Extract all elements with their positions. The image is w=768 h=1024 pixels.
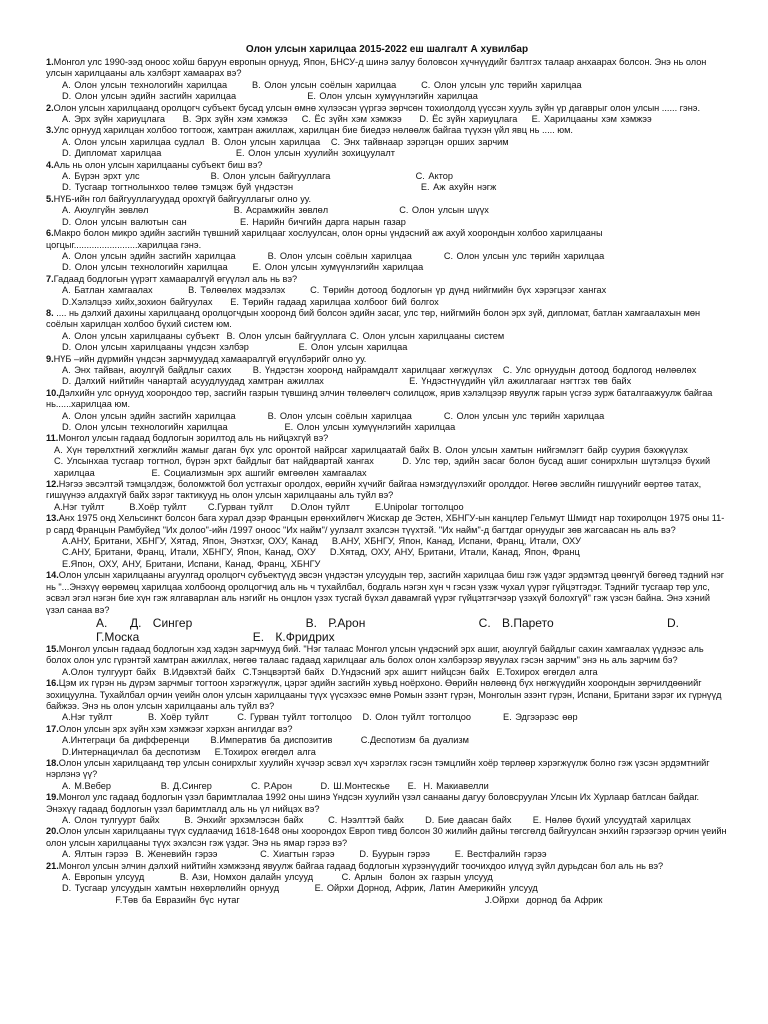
question-number: 14. — [46, 570, 59, 581]
question-body: Нэгээ эвсэлтэй тэмцэлдэж, боломжтой бол устгахыг оролдох, өөрийн хүчийг байгаа нэмэгдүүлэхийг оролддог. Нөгөө эвслийн гишүүнийг өөртөө татах, гишүүнээ алдахгүй байх зэрэг тактикууд нь олон улсын харилцааны аль туйл вэ? — [46, 479, 702, 501]
question-block — [46, 194, 728, 228]
answer-options-line: А. Олон улсын эдийн засгийн харилцаа В. Олон улсын соёлын харилцаа С. Олон улсын улс төрийн харилцаа — [62, 250, 605, 261]
answer-options-line: D.Интернацичлал ба деспотизм Е.Тохирох өгөгдөл алга — [62, 746, 316, 757]
question-block — [46, 228, 728, 274]
answer-options-line: А.Нэг туйлт В. Хоёр туйлт С. Гурван туйлт тогтолцоо D. Олон туйлт тогтолцоо Е. Эдгээрээс өөр — [62, 712, 578, 723]
answer-options-line: D. Дипломат харилцаа Е. Олон улсын хуулийн зохицуулалт — [62, 148, 395, 159]
question-block — [46, 354, 728, 388]
question-text — [46, 194, 728, 205]
question-block — [46, 724, 728, 758]
question-number: 6. — [46, 228, 54, 239]
question-text — [46, 354, 728, 365]
answer-options-line: А. Олон улсын технологийн харилцаа В. Олон улсын соёлын харилцаа С. Олон улсын улс төрийн харилцаа — [62, 79, 582, 90]
question-number: 13. — [46, 513, 59, 524]
answer-options-line: D. Тусгаар улсуудын хамтын нөхөрлөлийн орнууд Е. Ойрхи Дорнод, Африк, Латин Америкийн улсууд — [62, 883, 538, 894]
answer-options-line: С.АНУ, Британи, Франц, Итали, ХБНГУ, Япон, Канад, ОХУ D.Хятад, ОХУ, АНУ, Британи, Итали, Канад, Япон, Франц — [62, 547, 580, 558]
answer-options-line: А.Интеграци ба дифференци В.Императив ба диспозитив С.Деспотизм ба дуализм — [62, 735, 469, 746]
answer-options-line: Е.Япон, ОХУ, АНУ, Британи, Испани, Канад, Франц, ХБНГУ — [62, 558, 321, 569]
question-block — [46, 57, 728, 103]
answer-options-line: А. Европын улсууд В. Ази, Номхон далайн улсууд С. Арлын болон эх газрын улсууд — [62, 872, 493, 883]
question-body: НҮБ-ийн гол байгууллагуудад орохгүй байгууллагыг олно уу. — [53, 193, 312, 204]
question-number: 7. — [46, 273, 54, 284]
question-number: 18. — [46, 757, 59, 768]
question-number: 21. — [46, 860, 59, 871]
question-text — [46, 644, 728, 667]
question-number: 9. — [46, 353, 54, 364]
question-body: Анх 1975 онд Хельсинкт болсон бага хурал дээр Францын ерөнхийлөгч Жискар де Эстен, ХБНГУ-ын канцлер Гельмут Шмидт нар тохиролцон 1975 оны 11-р сард Францын Рамбуйед "Их долоо"-ийн /1997 оноос "Их найм"/ уулзалт эхэлсэн түүхтэй. "Их найм"-д багтдаг орнуудыг зөв жагсаасан нь аль вэ? — [46, 513, 725, 535]
question-text — [46, 57, 728, 80]
answer-options-line: А. Олон тулгуурт байх В. Энхийг эрхэмлэсэн байх С. Нээлттэй байх D. Бие даасан байх Е. Нөлөө бүхий улсуудтай харилцах — [62, 815, 691, 825]
question-block — [46, 570, 728, 644]
question-text — [46, 792, 728, 815]
question-block — [46, 758, 728, 792]
question-body: .... нь дэлхий дахины харилцаанд оролцогчдын хооронд бий болсон эдийн засаг, улс төр, нийгмийн болон эрх зүй, дипломат, батлан хамгаалахын мөн соёлын харилцан холбоо бүхий систем юм. — [46, 307, 701, 330]
question-block — [46, 479, 728, 513]
answer-options-line: А. Энх тайван, аюулгүй байдлыг сахих В. Үндэстэн хооронд найрамдалт харилцааг хөгжүүлэх С. Улс орнуудын дотоод бодлогод нөлөөлөх — [62, 364, 697, 375]
answer-options-line: А.Нэг туйлт В.Хоёр туйлт С.Гурван туйлт D.Олон туйлт Е.Unipolar тогтолцоо — [54, 501, 464, 512]
question-block — [46, 513, 728, 570]
question-text — [46, 433, 728, 444]
answer-options-line: А. Эрх зүйн хариуцлага В. Эрх зүйн хэм хэмжээ С. Ёс зүйн хэм хэмжээ D. Ёс зүйн хариуцлага Е. Харилцааны хэм хэмжээ — [62, 114, 652, 125]
question-number: 15. — [46, 643, 59, 654]
answer-options-line: А. Аюулгүйн зөвлөл В. Асрамжийн зөвлөл С. Олон улсын шүүх — [62, 205, 489, 216]
question-text — [46, 228, 728, 251]
question-body: Улс орнууд харилцан холбоо тогтоож, хамтран ажиллаж, харилцан бие биедээ нөлөөлж байгаа түүхэн үйл явц нь ..... юм. — [53, 125, 573, 136]
question-block — [46, 308, 728, 354]
question-number: 10. — [46, 387, 59, 398]
question-body: Макро болон микро эдийн засгийн түвшний харилцааг хослуулсан, олон орны үндэсний аж ахуй хоорондын холбоо харилцааны цогцыг.........................харилцаа гэнэ. — [46, 228, 603, 250]
question-number: 3. — [46, 125, 54, 136]
answer-options-line: А. Ялтын гэрээ В. Женевийн гэрээ С. Хиагтын гэрээ D. Буурын гэрээ Е. Вестфалийн гэрээ — [62, 849, 547, 860]
question-text — [46, 513, 728, 536]
question-number: 12. — [46, 479, 59, 490]
answer-options-line: С. Улсынхаа тусгаар тогтнол, бүрэн эрхт байдлыг бат найдвартай хангах D. Улс төр, эдийн засаг болон бусад ашиг сонирхлын шүтэлцээ бүхий харилцаа Е. Социализмын эрх ашгийг өмгөөлөн хамгаалах — [54, 456, 714, 478]
question-body: Олон улсын харилцаанд оролцогч субъект бусад улсын өмнө хүлээсэн үүргээ зөрчсөн тохиолдолд үүссэн хууль зүйн үр дагаврыг олон улсын ...... гэнэ. — [53, 102, 701, 113]
question-text — [46, 678, 728, 712]
question-text — [46, 724, 728, 735]
question-block — [46, 125, 728, 159]
question-block — [46, 388, 728, 434]
question-text — [46, 826, 728, 849]
question-block — [46, 160, 728, 194]
page-title: Олон улсын харилцаа 2015-2022 еш шалгалт А хувилбар — [245, 44, 529, 55]
answer-options-line: D. Олон улсын валютын сан Е. Нарийн бичгийн дарга нарын газар — [62, 216, 406, 227]
question-body: Монгол улсын гадаад бодлогын хэд хэдэн зарчмууд бий. "Нэг талаас Монгол улсын үндэсний эрх ашиг, аюулгүй байдлыг сахин хамгаалах үүднээс аль болох олон улс гүрэнтэй хамтран ажиллах, нөгөө талаас гадаад харилцааг аль болох олон хэлбэрээр явуулах гэсэн зарчим" энэ нь аль зарчим бэ? — [46, 643, 704, 666]
answer-options-line: А. Олон улсын эдийн засгийн харилцаа В. Олон улсын соёлын харилцаа С. Олон улсын улс төрийн харилцаа — [62, 410, 605, 421]
question-body: Олон улсын харилцааны агуулгад оролцогч субъектүүд эвсэн үндэстэн улсуудын төр, засгийн харилцаа биш гэж үздэг эрдэмтэд цөөнгүй бөгөөд тэдний нэг нь "...Энэхүү өөрөмөц харилцаа холбоонд оролцогчид аль нь ч тухайлбал, бодгаль нэгэн хүн ч гэсэн үзэж чухал үүрэг гүйцэтгэдэг. Тэднийг тусгаар төр улс, эсвэл эгэл нэгэн бие хүн гэж ялгаварлан аль нэгийг нь онцлон үзэх тусгай бүхэл давамгай үүрэг гүйцэтгэгчээр үзэхүй болохгүй" гэж үзсэн байна. Энэ хэний үзэл санаа вэ? — [46, 570, 725, 615]
question-text — [46, 125, 728, 136]
answer-options-line: D. Олон улсын эдийн засгийн харилцаа Е. Олон улсын хумүүнлэгийн харилцаа — [62, 91, 478, 102]
question-number: 2. — [46, 102, 54, 113]
question-body: Олон улсын харилцаанд төр улсын сонирхлыг хуулийн хүчээр эсвэл хүч хэрэглэх гэсэн тэмцлийн хоёр төрлөөр хэрэгжүүлж болно гэж үзсэн эрдэмтнийг нэрлэнэ үү? — [46, 757, 710, 780]
question-text — [46, 160, 728, 171]
answer-options-line: А. Батлан хамгаалах В. Төлөөлөх мэдээлэх С. Төрийн дотоод бодлогын үр дүнд нийгмийн бүх хэрэгцээг хангах — [62, 285, 607, 296]
question-number: 19. — [46, 792, 59, 803]
question-number: 1. — [46, 57, 54, 67]
question-number: 11. — [46, 433, 59, 444]
question-block — [46, 103, 728, 126]
question-body: Олон улсын харилцааны түүх судлаачид 1618-1648 оны хоорондох Европ тивд болсон 30 жилийн дайны төгсгөлд байгуулсан энхийн гэрээгээр орчин үеийн олон улсын харилцааны түүх эхэлсэн гэж үздэг. Энэ нь ямар гэрээ вэ? — [46, 826, 727, 848]
answer-options-line: А. Хүн төрөлхтний хөгжлийн жамыг даган бүх улс оронтой найрсаг харилцаатай байх В. Олон улсын хамтын нийгэмлэгт байр суурия бэхжүүлэх — [54, 444, 688, 455]
answer-options-line: F.Төв ба Евразийн бүс нутаг J.Ойрхи дорнод ба Африк — [62, 894, 603, 905]
question-text — [46, 388, 728, 411]
question-block — [46, 274, 728, 308]
answer-options-line: D. Олон улсын технологийн харилцаа Е. Олон улсын хумүүнлэгийн харилцаа — [62, 422, 456, 432]
question-number: 8. — [46, 307, 54, 318]
question-body: Монгол улсын гадаад бодлогын зорилтод аль нь нийцэхгүй вэ? — [58, 433, 329, 444]
question-text — [46, 274, 728, 285]
question-text — [46, 570, 728, 616]
answer-options-line: А. Д. Сингер В. Р.Арон С. В.Парето D. Г.Моска Е. К.Фридрих — [96, 615, 691, 644]
question-block — [46, 861, 728, 907]
question-number: 5. — [46, 193, 54, 204]
question-block — [46, 792, 728, 826]
question-body: Гадаад бодлогын үүрэгт хамааралгүй өгүүлэл аль нь вэ? — [53, 273, 298, 284]
question-body: Монгол улс 1990-ээд оноос хойш баруун европын орнууд, Япон, БНСУ-д шинэ залуу боловсон хүчнүүдийг бэлтгэх талаар анхаарах болсон. Энэ нь олон улсын харилцааны аль хэлбэрт хамаарах вэ? — [46, 57, 707, 79]
answer-options-line: D. Дэлхий нийтийн чанартай асуудлуудад хамтран ажиллах Е. Үндэстнүүдийн үйл ажиллагааг нэгтгэх төв байх — [62, 376, 632, 387]
answer-options-line: А. Бүрэн эрхт улс В. Олон улсын байгууллага С. Актор — [62, 171, 453, 182]
question-block — [46, 644, 728, 678]
question-body: Монгол улсын элчин дэлхий нийтийн хэмжээнд явуулж байгаа гадаад бодлогын хүрээнүүдийг тоочихдоо илүүд зүйл дурьдсан бол аль нь вэ? — [58, 860, 664, 871]
question-text — [46, 758, 728, 781]
question-number: 4. — [46, 159, 54, 170]
question-block — [46, 826, 728, 860]
question-number: 17. — [46, 723, 59, 734]
question-block — [46, 678, 728, 724]
question-list — [46, 57, 728, 906]
question-body: Олон улсын эрх зүйн хэм хэмжээг хэрхэн ангилдаг вэ? — [58, 723, 293, 734]
question-block — [46, 433, 728, 479]
question-body: Цэм их гүрэн нь дүрэм зарчмыг тогтоон хэрэгжүүлж, цэрэг эдийн засгийн хувьд ноёрхоно. Өөрийн нөлөөнд бүх нөгжүүдийн хоорондын зөрчилдөөнийг зохицуулна. Тухайлбал орчин үеийн олон улсын харилцааны түүх үүсэхээс өмнө Ромын эзэнт гүрэн, Монголын эзэнт гүрэн, Испани, Британи зэрэг их гүрнүүд байжээ. Энэ нь олон улсын харилцааны аль туйл вэ? — [46, 678, 722, 711]
question-text — [46, 861, 728, 872]
answer-options-line: А. М.Вебер В. Д.Сингер С. Р.Арон D. Ш.Монтескье Е. Н. Макиавелли — [62, 780, 489, 791]
question-number: 20. — [46, 826, 59, 837]
question-text — [46, 479, 728, 502]
answer-options-line: А.Олон тулгуурт байх В.Идэвхтэй байх С.Тэнцвэртэй байх D.Үндэсний эрх ашигт нийцсэн байх Е.Тохирох өгөгдөл алга — [62, 666, 598, 677]
answer-options-line: D. Олон улсын харилцааны үндсэн хэлбэр Е. Олон улсын харилцаа — [62, 342, 408, 353]
answer-options-line: А.АНУ, Британи, ХБНГУ, Хятад, Япон, Энэтхэг, ОХУ, Канад В.АНУ, ХБНГУ, Япон, Канад, Испани, Франц, Итали, ОХУ — [62, 536, 581, 547]
question-number: 16. — [46, 678, 59, 689]
question-body: Аль нь олон улсын харилцааны субъект биш вэ? — [53, 159, 263, 170]
question-body: Дэлхийн улс орнууд хоорондоо төр, засгийн газрын түвшинд элчин төлөөлөгч солилцож, ярив хэлэлцээр явуулж гарын үсгээ зурж баталгаажуулж байгаа нь......харилцаа юм. — [46, 387, 713, 410]
answer-options-line: D. Тусгаар тогтнолынхоо төлөө тэмцэж буй үндэстэн Е. Аж ахуйн нэгж — [62, 182, 497, 193]
question-body: НҮБ –ийн дүрмийн үндсэн зарчмуудад хамааралгүй өгүүлбэрийг олно уу. — [53, 353, 367, 364]
question-text — [46, 103, 728, 114]
question-body: Монгол улс гадаад бодлогын үзэл баримтлалаа 1992 оны шинэ Үндсэн хуулийн үзэл санааны дагуу боловсруулан Улсын Их Хурлаар батлсан байдаг. Энэхүү гадаад бодлогын үзэл баримтлалд аль нь үл нийцэх вэ? — [46, 792, 700, 814]
answer-options-line: А. Олон улсын харилцаа судлал В. Олон улсын харилцаа С. Энх тайвнаар зэрэгцэн орших зарчим — [62, 136, 509, 147]
answer-options-line: D. Олон улсын технологийн харилцаа Е. Олон улсын хумүүнлэгийн харилцаа — [62, 262, 424, 273]
answer-options-line: D.Хэлэлцээ хийх,зохион байгуулах Е. Төрийн гадаад харилцаа холбоог бий болгох — [62, 296, 439, 307]
question-text — [46, 308, 728, 331]
answer-options-line: А. Олон улсын харилцааны субъект В. Олон улсын байгууллага С. Олон улсын харилцааны систем — [62, 330, 505, 341]
